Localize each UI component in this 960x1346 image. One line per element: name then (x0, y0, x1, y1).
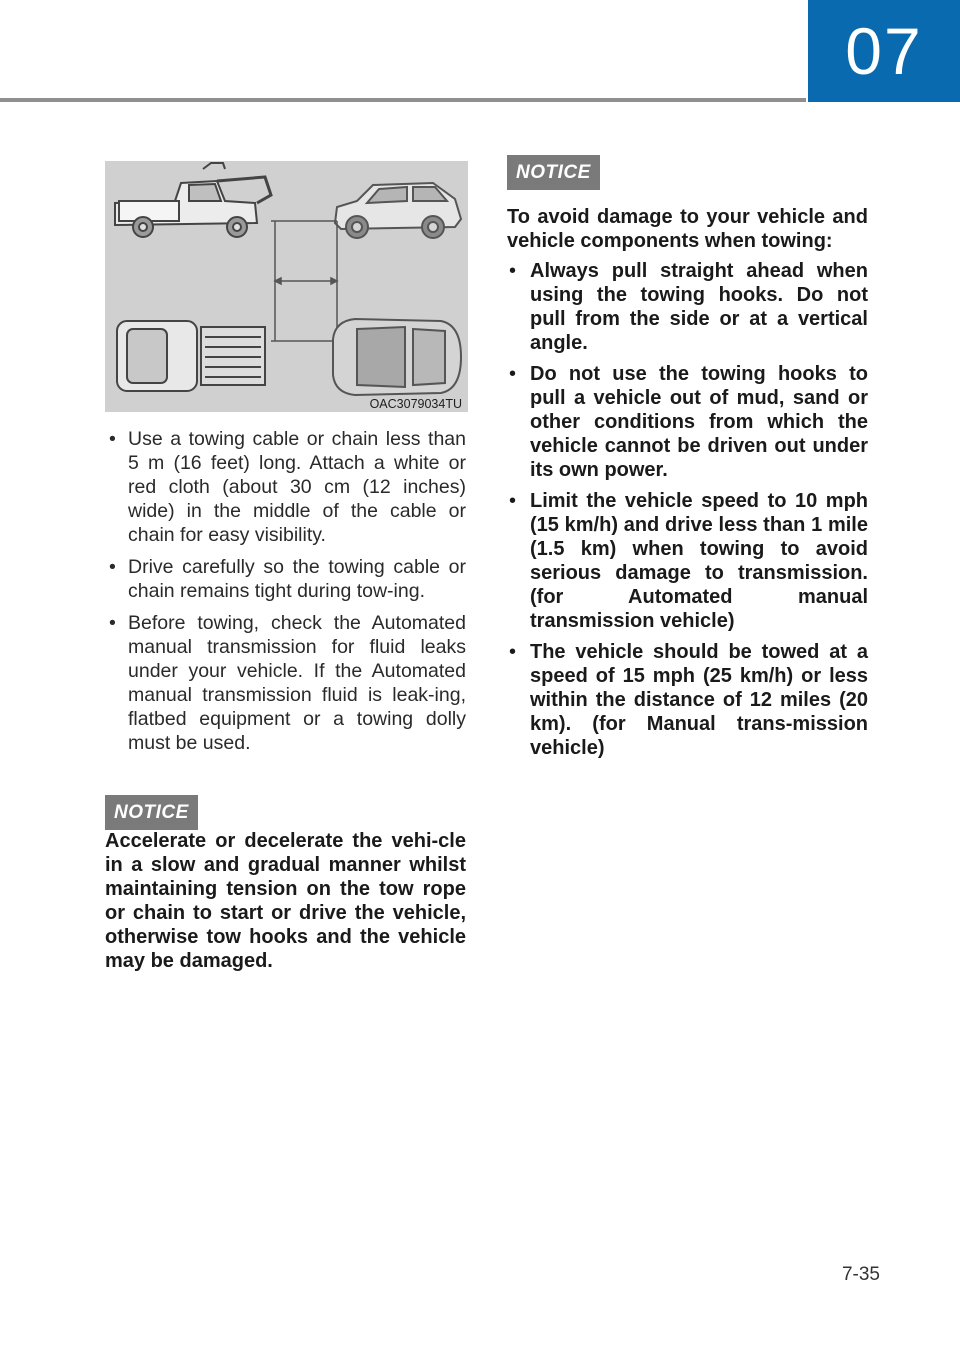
list-item: • Do not use the towing hooks to pull a vehicle out of mud, sand or other conditions from which the vehicle cannot be driven out under its own power. (509, 363, 868, 481)
header-rule (0, 98, 806, 102)
list-item: • Always pull straight ahead when using the towing hooks. Do not pull from the side or at a vertical angle. (509, 260, 868, 354)
notice-badge-right: NOTICE (507, 155, 600, 190)
tow-truck-top-image (117, 321, 265, 391)
chapter-tab (808, 0, 960, 102)
notice-list-right (507, 259, 868, 760)
list-item: • The vehicle should be towed at a speed of 15 mph (25 km/h) or less within the distance of 12 miles (20 km). (for Manual trans-mission vehicle) (509, 641, 868, 759)
list-item: • Use a towing cable or chain less than 5 m (16 feet) long. Attach a white or red cloth (about 30 cm (12 inches) wide) in the middle of the cable or chain for easy visibility. (109, 428, 466, 546)
tow-cable-lines (271, 221, 337, 341)
towed-car-top-image (333, 319, 461, 395)
notice-intro-right: To avoid damage to your vehicle and vehicle components when towing: (507, 206, 868, 252)
left-column (105, 427, 466, 763)
towing-instructions-list (105, 427, 466, 755)
figure-caption: OAC3079034TU (369, 397, 462, 411)
page-number: 7-35 (841, 1264, 880, 1285)
right-column (507, 155, 868, 767)
list-item: • Limit the vehicle speed to 10 mph (15 km/h) and drive less than 1 mile (1.5 km) when towing to avoid serious damage to transmission. (for Automated manual transmission vehicle) (509, 490, 868, 632)
notice-text-left: Accelerate or decelerate the vehi-cle in a slow and gradual manner whilst maintaining tension on the tow rope or chain to start or drive the vehicle, otherwise tow hooks and the vehicle may be damaged. (105, 830, 466, 972)
tow-truck-side-image (115, 163, 271, 237)
towed-car-side-image (335, 183, 461, 238)
towing-illustration (105, 161, 468, 412)
chapter-number: 07 (845, 14, 923, 88)
list-item: • Drive carefully so the towing cable or chain remains tight during tow-ing. (109, 556, 466, 602)
list-item: • Before towing, check the Automated manual transmission for fluid leaks under your vehicle. If the Automated manual transmission fluid is leak-ing, flatbed equipment or a towing dolly must be used. (109, 612, 466, 754)
towing-diagram (105, 161, 468, 412)
notice-badge-left: NOTICE (105, 795, 198, 830)
